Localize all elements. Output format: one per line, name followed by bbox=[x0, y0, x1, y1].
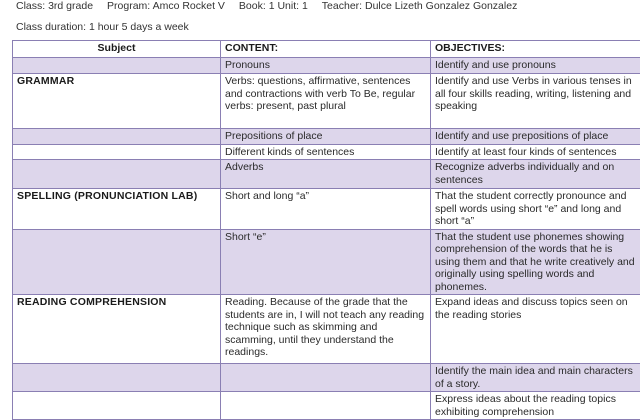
column-header-objectives: OBJECTIVES: bbox=[431, 41, 640, 58]
table-row bbox=[13, 364, 640, 392]
class-duration: Class duration: 1 hour 5 days a week bbox=[16, 21, 189, 33]
content-cell: Short and long “a” bbox=[221, 189, 431, 230]
objective-cell: Recognize adverbs individually and on sentences bbox=[431, 160, 640, 189]
book-label: Book: 1 Unit: 1 bbox=[239, 0, 308, 12]
column-header-subject: Subject bbox=[13, 41, 221, 58]
objective-cell: Identify and use pronouns bbox=[431, 58, 640, 74]
content-cell: Pronouns bbox=[221, 58, 431, 74]
objective-cell: That the student correctly pronounce and spell words using short “e” and long and short “a” bbox=[431, 189, 640, 230]
table-row bbox=[13, 58, 640, 74]
subject-cell: GRAMMAR bbox=[13, 74, 221, 129]
subject-cell: SPELLING (PRONUNCIATION LAB) bbox=[13, 189, 221, 230]
teacher-label: Teacher: Dulce Lizeth Gonzalez Gonzalez bbox=[322, 0, 518, 12]
objective-cell: Identify the main idea and main characters of a story. bbox=[431, 364, 640, 392]
content-cell bbox=[221, 364, 431, 392]
objective-cell: Expand ideas and discuss topics seen on the reading stories bbox=[431, 295, 640, 364]
table-row bbox=[13, 295, 640, 364]
table-header-row bbox=[13, 41, 640, 58]
table-row bbox=[13, 189, 640, 230]
class-info-line bbox=[16, 0, 531, 12]
column-header-content: CONTENT: bbox=[221, 41, 431, 58]
subject-cell: READING COMPREHENSION bbox=[13, 295, 221, 364]
content-cell: Reading. Because of the grade that the students are in, I will not teach any reading technique such as skimming and scamming, until they understand the readings. bbox=[221, 295, 431, 364]
objective-cell: That the student use phonemes showing comprehension of the words that he is using them and that he write creatively and originally using spelling words and phonemes. bbox=[431, 229, 640, 295]
content-cell: Prepositions of place bbox=[221, 129, 431, 145]
subject-cell bbox=[13, 144, 221, 160]
program-label: Program: Amco Rocket V bbox=[107, 0, 225, 12]
table-row bbox=[13, 129, 640, 145]
table-row bbox=[13, 229, 640, 295]
subject-cell bbox=[13, 160, 221, 189]
content-cell: Verbs: questions, affirmative, sentences and contractions with verb To Be, regular verbs: present, past plural bbox=[221, 74, 431, 129]
subject-cell bbox=[13, 129, 221, 145]
table-row bbox=[13, 74, 640, 129]
content-cell: Adverbs bbox=[221, 160, 431, 189]
subject-cell bbox=[13, 364, 221, 392]
content-cell: Different kinds of sentences bbox=[221, 144, 431, 160]
objective-cell: Identify and use prepositions of place bbox=[431, 129, 640, 145]
table-row bbox=[13, 160, 640, 189]
class-label: Class: 3rd grade bbox=[16, 0, 93, 12]
table-row bbox=[13, 144, 640, 160]
subject-cell bbox=[13, 229, 221, 295]
subject-cell bbox=[13, 392, 221, 420]
subject-cell bbox=[13, 58, 221, 74]
objective-cell: Identify at least four kinds of sentences bbox=[431, 144, 640, 160]
objective-cell: Express ideas about the reading topics exhibiting comprehension bbox=[431, 392, 640, 420]
table-row bbox=[13, 392, 640, 420]
objective-cell: Identify and use Verbs in various tenses in all four skills reading, writing, listening and speaking bbox=[431, 74, 640, 129]
lesson-plan-table bbox=[12, 40, 640, 420]
content-cell bbox=[221, 392, 431, 420]
content-cell: Short “e” bbox=[221, 229, 431, 295]
